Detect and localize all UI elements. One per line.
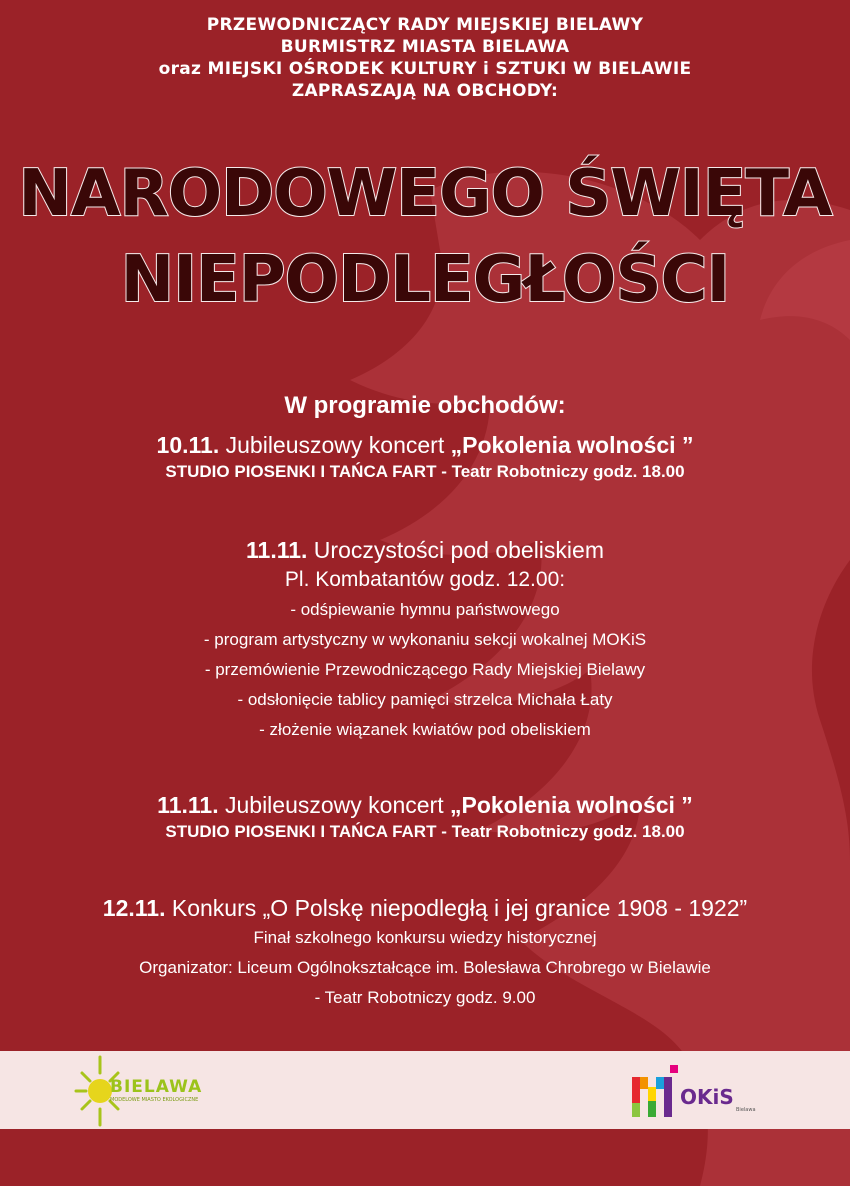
- event-2-place: Pl. Kombatantów godz. 12.00:: [284, 568, 566, 591]
- event-4-headline: [0, 893, 850, 923]
- mokis-logo-subtitle: Bielawa: [736, 1107, 756, 1113]
- bielawa-logo-text: BIELAWA: [110, 1077, 203, 1097]
- title-line-2: NIEPODLEGŁOŚCI: [120, 243, 730, 317]
- event-3-date: 11.11.: [157, 792, 219, 818]
- program-heading: W programie obchodów:: [284, 392, 566, 419]
- event-4-date: 12.11.: [102, 895, 166, 921]
- event-1-details: STUDIO PIOSENKI I TAŃCA FART - Teatr Robotniczy godz. 18.00: [165, 462, 685, 481]
- title-line-1: NARODOWEGO ŚWIĘTA: [18, 157, 832, 231]
- event-4-line-2: Organizator: Liceum Ogólnokształcące im. Bolesława Chrobrego w Bielawie: [139, 958, 711, 977]
- event-2-item-2: - program artystyczny w wykonaniu sekcji wokalnej MOKiS: [203, 630, 647, 649]
- event-2-item-1: - odśpiewanie hymnu państwowego: [290, 600, 560, 619]
- header-line-1: PRZEWODNICZĄCY RADY MIEJSKIEJ BIELAWY: [206, 15, 644, 35]
- program-heading-block: [0, 392, 850, 420]
- mokis-m-mosaic-icon: [630, 1063, 680, 1119]
- event-3-title: Jubileuszowy koncert: [218, 792, 450, 818]
- event-4-title: Konkurs „O Polskę niepodległą i jej granice 1908 - 1922”: [165, 895, 748, 921]
- event-2-item-5: - złożenie wiązanek kwiatów pod obeliskiem: [259, 720, 591, 739]
- event-1-concert-name: „Pokolenia wolności ”: [450, 432, 694, 458]
- bielawa-logo: [70, 1051, 240, 1129]
- event-2-item-4: - odsłonięcie tablicy pamięci strzelca Michała Łaty: [237, 690, 613, 709]
- event-3: [0, 790, 850, 844]
- event-4-line-3: - Teatr Robotniczy godz. 9.00: [314, 988, 536, 1007]
- mokis-logo-text: OKiS: [680, 1085, 734, 1109]
- event-1-title: Jubileuszowy koncert: [219, 432, 451, 458]
- event-3-concert-name: „Pokolenia wolności ”: [449, 792, 693, 818]
- event-2-title: Uroczystości pod obeliskiem: [307, 537, 604, 563]
- event-3-details: STUDIO PIOSENKI I TAŃCA FART - Teatr Robotniczy godz. 18.00: [165, 822, 685, 841]
- event-2: [0, 535, 850, 745]
- event-4: [0, 893, 850, 1013]
- event-1-date: 10.11.: [156, 432, 220, 458]
- header-line-2: BURMISTRZ MIASTA BIELAWA: [280, 37, 570, 57]
- event-1-headline: [0, 430, 850, 460]
- event-1: [0, 430, 850, 484]
- organizers-header: [0, 14, 850, 102]
- event-2-headline: [0, 535, 850, 565]
- event-2-date: 11.11.: [246, 537, 308, 563]
- mokis-logo: [630, 1063, 780, 1123]
- event-4-line-1: Finał szkolnego konkursu wiedzy historycznej: [253, 928, 597, 947]
- footer-band: [0, 1051, 850, 1129]
- event-2-item-3: - przemówienie Przewodniczącego Rady Miejskiej Bielawy: [204, 660, 646, 679]
- bielawa-logo-subtitle: MODELOWE MIASTO EKOLOGICZNE: [110, 1097, 199, 1103]
- header-line-4: ZAPRASZAJĄ NA OBCHODY:: [291, 81, 559, 101]
- event-3-headline: [0, 790, 850, 820]
- header-line-3: oraz MIEJSKI OŚRODEK KULTURY i SZTUKI W BIELAWIE: [158, 59, 692, 79]
